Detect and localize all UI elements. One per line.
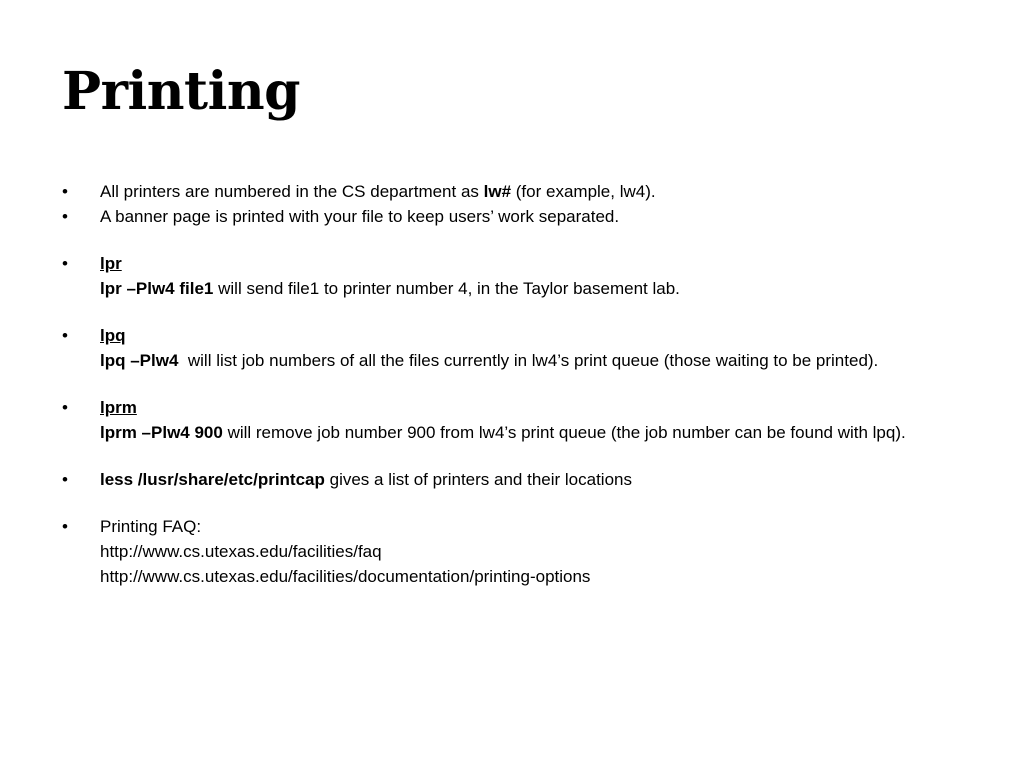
printers-numbered-example: (for example, lw4). — [511, 182, 656, 201]
lpq-heading: lpq — [100, 326, 126, 345]
lpr-description — [62, 278, 962, 299]
faq-link-2-text: http://www.cs.utexas.edu/facilities/documentation/printing-options — [100, 567, 591, 586]
bullet-marker: • — [62, 254, 68, 273]
slide-title: Printing — [62, 61, 300, 122]
lprm-description — [62, 422, 962, 443]
bullet-faq — [62, 516, 962, 537]
bullet-marker: • — [62, 517, 68, 536]
bullet-marker: • — [62, 326, 68, 345]
bullet-marker: • — [62, 470, 68, 489]
lprm-command: lprm –Plw4 900 — [100, 423, 223, 442]
bullet-printcap — [62, 469, 962, 490]
faq-label: Printing FAQ: — [100, 517, 202, 536]
spacer — [62, 371, 962, 397]
printcap-command: less /lusr/share/etc/printcap — [100, 470, 325, 489]
spacer — [62, 227, 962, 253]
bullet-banner-page — [62, 206, 962, 227]
bullet-marker: • — [62, 398, 68, 417]
lpr-desc-text: will send file1 to printer number 4, in the Taylor basement lab. — [213, 279, 680, 298]
slide-body — [62, 181, 962, 587]
faq-link-2 — [62, 566, 962, 587]
lpq-command: lpq –Plw4 — [100, 351, 179, 370]
bullet-printers-numbered — [62, 181, 962, 202]
spacer — [62, 443, 962, 469]
bullet-lpr — [62, 253, 962, 274]
lpr-heading: lpr — [100, 254, 122, 273]
lprm-heading: lprm — [100, 398, 137, 417]
bullet-marker: • — [62, 207, 68, 226]
faq-link-1 — [62, 541, 962, 562]
bullet-marker: • — [62, 182, 68, 201]
bullet-lpq — [62, 325, 962, 346]
printers-numbered-text: All printers are numbered in the CS department as — [100, 182, 484, 201]
lpr-command: lpr –Plw4 file1 — [100, 279, 214, 298]
printers-numbered-code: lw# — [483, 182, 512, 201]
bullet-lprm — [62, 397, 962, 418]
faq-link-1-text: http://www.cs.utexas.edu/facilities/faq — [100, 542, 382, 561]
spacer — [62, 299, 962, 325]
banner-page-text: A banner page is printed with your file to keep users’ work separated. — [100, 207, 620, 226]
lprm-desc-text: will remove job number 900 from lw4’s print queue (the job number can be found with lpq). — [222, 423, 906, 442]
lpq-desc-text: will list job numbers of all the files currently in lw4’s print queue (those waiting to be printed). — [178, 351, 879, 370]
lpq-description — [62, 350, 962, 371]
spacer — [62, 490, 962, 516]
printcap-desc-text: gives a list of printers and their locations — [324, 470, 632, 489]
